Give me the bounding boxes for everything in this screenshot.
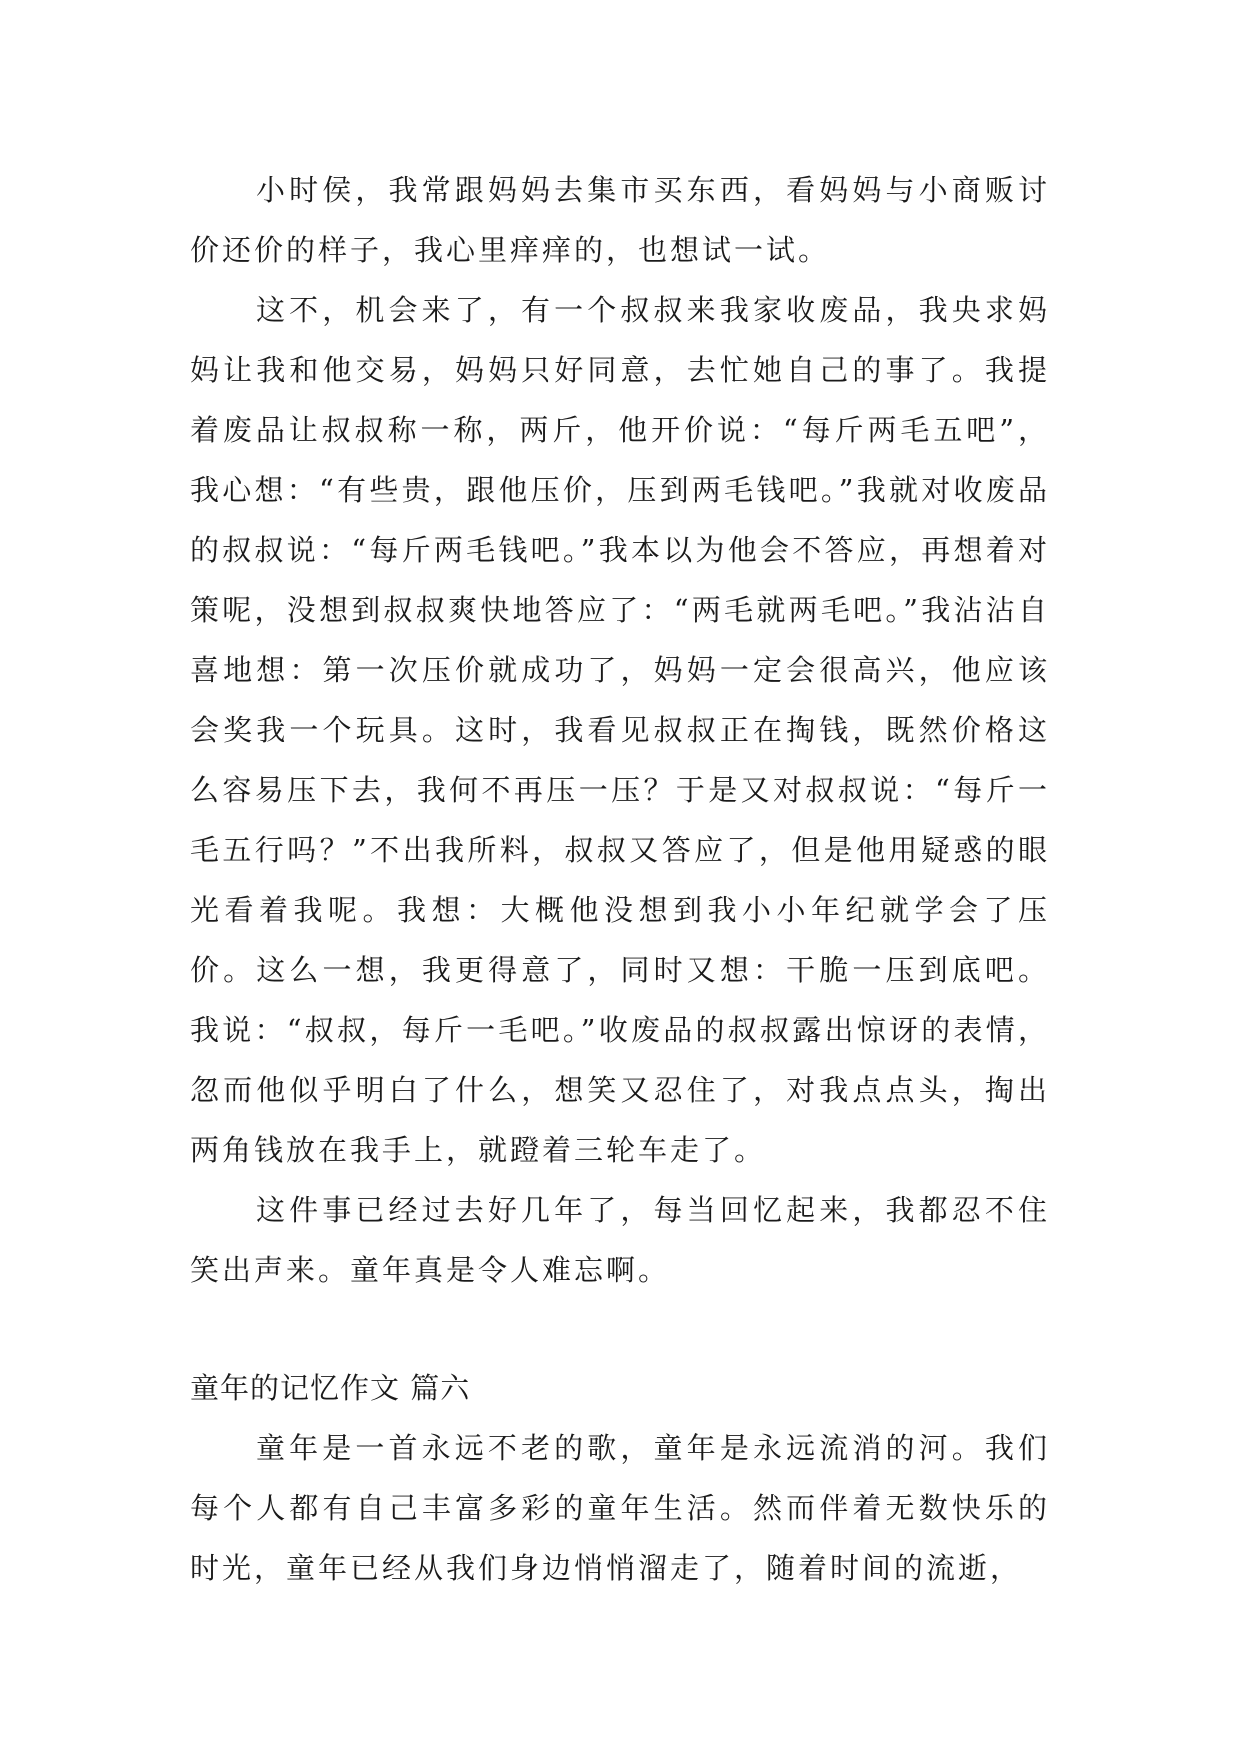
section-heading: 童年的记忆作文 篇六 <box>190 1371 471 1405</box>
paragraph-reflection: 这件事已经过去好几年了，每当回忆起来，我都忍不住笑出声来。童年真是令人难忘啊。 <box>190 1193 1050 1287</box>
paragraph-market-memory: 小时侯，我常跟妈妈去集市买东西，看妈妈与小商贩讨价还价的样子，我心里痒痒的，也想试一试。 <box>190 173 1050 267</box>
paragraph-childhood-song: 童年是一首永远不老的歌，童年是永远流消的河。我们每个人都有自己丰富多彩的童年生活。然而伴着无数快乐的时光，童年已经从我们身边悄悄溜走了，随着时间的流逝， <box>190 1431 1050 1585</box>
document-page <box>190 160 1050 1598</box>
section-spacer <box>190 1300 1050 1358</box>
paragraph-bargaining-story: 这不，机会来了，有一个叔叔来我家收废品，我央求妈妈让我和他交易，妈妈只好同意，去忙她自己的事了。我提着废品让叔叔称一称，两斤，他开价说：“每斤两毛五吧”，我心想：“有些贵，跟他压价，压到两毛钱吧。”我就对收废品的叔叔说：“每斤两毛钱吧。”我本以为他会不答应，再想着对策呢，没想到叔叔爽快地答应了：“两毛就两毛吧。”我沾沾自喜地想：第一次压价就成功了，妈妈一定会很高兴，他应该会奖我一个玩具。这时，我看见叔叔正在掏钱，既然价格这么容易压下去，我何不再压一压？于是又对叔叔说：“每斤一毛五行吗？”不出我所料，叔叔又答应了，但是他用疑惑的眼光看着我呢。我想：大概他没想到我小小年纪就学会了压价。这么一想，我更得意了，同时又想：干脆一压到底吧。我说：“叔叔，每斤一毛吧。”收废品的叔叔露出惊讶的表情，忽而他似乎明白了什么，想笑又忍住了，对我点点头，掏出两角钱放在我手上，就蹬着三轮车走了。 <box>190 293 1050 1167</box>
